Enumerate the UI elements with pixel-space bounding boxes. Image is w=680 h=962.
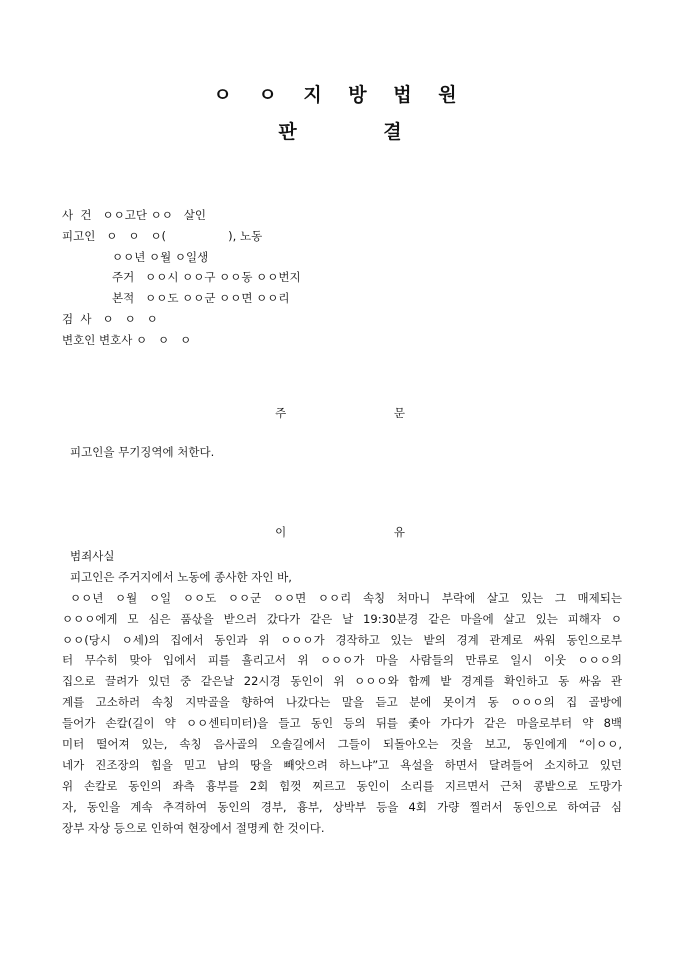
defendant-birthdate: ㅇㅇ년 ㅇ월 ㅇ일생	[112, 249, 209, 264]
defendant: 피고인 ㅇ ㅇ ㅇ( ), 노동	[62, 228, 263, 243]
body-line: 터 무수히 맞아 입에서 피를 흘리고서 위 ㅇㅇㅇ가 마을 사람들의 만류로 일시 이웃 ㅇㅇㅇ의	[62, 653, 622, 668]
body-line: ㅇㅇ(당시 ㅇ세)의 집에서 동인과 위 ㅇㅇㅇ가 경작하고 있는 밭의 경계 관계로 싸워 동인으로부	[62, 632, 622, 647]
court-name: ㅇ ㅇ 지 방 법 원	[213, 84, 467, 106]
reasons-body	[62, 546, 622, 838]
body-line: ㅇㅇ년 ㅇ월 ㅇ일 ㅇㅇ도 ㅇㅇ군 ㅇㅇ면 ㅇㅇ리 속칭 처마니 부락에 살고 있는 그 매제되는	[70, 590, 622, 605]
case-name: 사 건 ㅇㅇ고단 ㅇㅇ 살인	[62, 208, 206, 222]
case-info	[62, 205, 301, 351]
body-line: 들어가 손칼(길이 약 ㅇㅇ센티미터)을 들고 동인 등의 뒤를 좇아 가다가 같은 마을로부터 약 8백	[62, 716, 622, 731]
defendant-domicile: 본적 ㅇㅇ도 ㅇㅇ군 ㅇㅇ면 ㅇㅇ리	[112, 291, 290, 306]
body-line: 미터 떨어져 있는, 속칭 음사골의 오솔길에서 그들이 되돌아오는 것을 보고, 동인에게 “이ㅇㅇ,	[62, 737, 622, 752]
body-line: 위 손칼로 동인의 좌측 흉부를 2회 힘껏 찌르고 동인이 소리를 지르면서 근처 콩밭으로 도망가	[62, 778, 622, 793]
body-line: 자, 동인을 계속 추격하여 동인의 경부, 흉부, 상박부 등을 4회 가량 찔러서 동인으로 하여금 심	[62, 799, 622, 814]
crime-facts-heading: 범죄사실	[70, 549, 115, 563]
order-heading: 주 문	[275, 406, 457, 420]
body-line: 장부 자상 등으로 인하여 현장에서 절명케 한 것이다.	[62, 820, 325, 835]
body-line: 피고인은 주거지에서 노동에 종사한 자인 바,	[70, 569, 292, 584]
body-line: ㅇㅇㅇ에게 모 심은 품삯을 받으러 갔다가 같은 날 19:30분경 같은 마을에 살고 있는 피해자 ㅇ	[62, 611, 622, 626]
document-type-title: 판 결	[278, 121, 442, 143]
defendant-residence: 주거 ㅇㅇ시 ㅇㅇ구 ㅇㅇ동 ㅇㅇ번지	[112, 270, 301, 285]
order-text: 피고인을 무기징역에 처한다.	[70, 445, 215, 459]
defense-counsel: 변호인 변호사 ㅇ ㅇ ㅇ	[62, 332, 192, 347]
reasons-heading: 이 유	[275, 525, 457, 539]
body-line: 계를 고소하러 속칭 지막골을 향하여 나갔다는 말을 듣고 분에 못이겨 동 ㅇㅇㅇ의 집 골방에	[62, 695, 622, 710]
body-line: 네가 진조장의 힘을 믿고 남의 땅을 빼앗으려 하느냐”고 욕설을 하면서 달려들어 소지하고 있던	[62, 757, 622, 772]
prosecutor: 검 사 ㅇ ㅇ ㅇ	[62, 311, 158, 326]
body-line: 집으로 끌려가 있던 중 같은날 22시경 동인이 위 ㅇㅇㅇ와 함께 밭 경계를 확인하고 동 싸움 관	[62, 674, 622, 689]
